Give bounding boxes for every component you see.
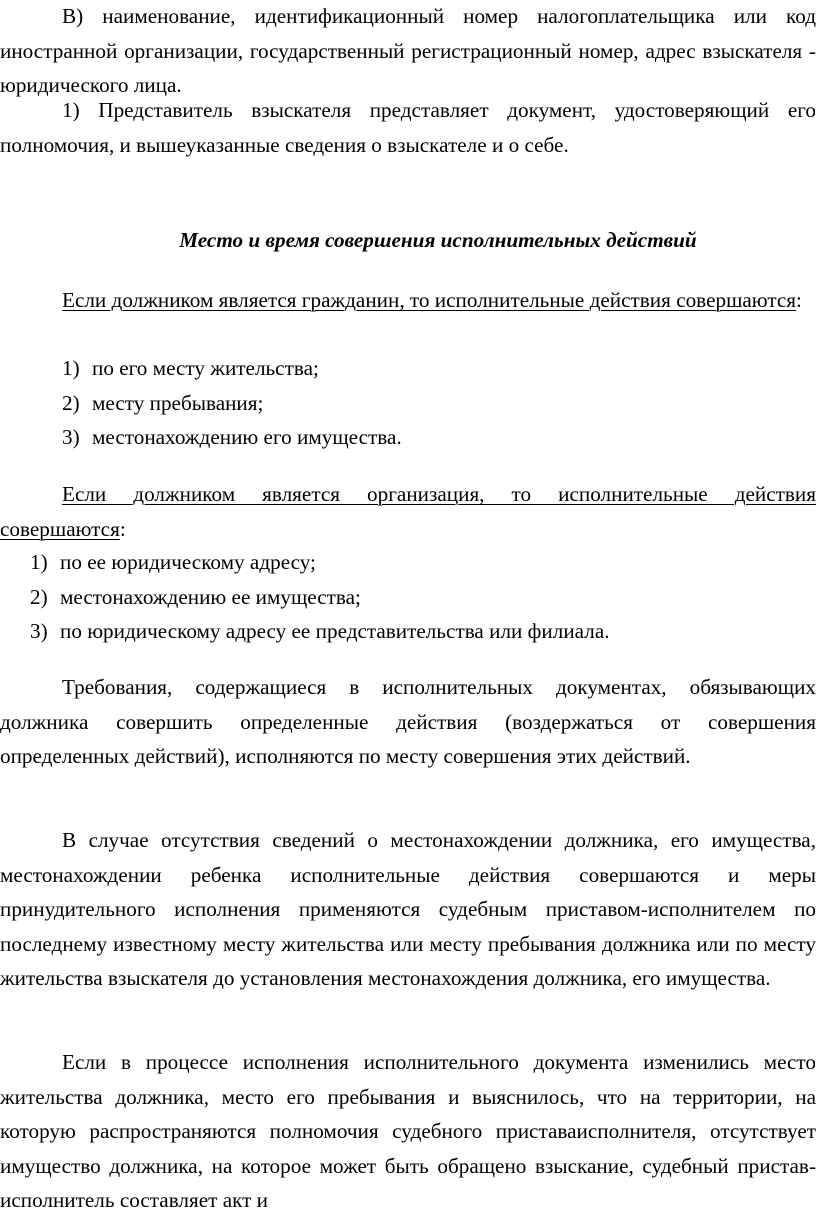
list-item-text: месту пребывания;: [92, 390, 264, 415]
list-item: [30, 580, 816, 615]
paragraph-collector-details: [0, 0, 816, 103]
list-item: [62, 386, 816, 421]
list-item: [62, 420, 816, 455]
list-number: 3): [62, 425, 80, 449]
list-item-text: по его месту жительства;: [92, 356, 319, 380]
organization-lead: [0, 477, 816, 546]
list-item-text: по ее юридическому адресу;: [60, 550, 316, 574]
list-number: 1): [62, 356, 80, 380]
citizen-list: [0, 351, 816, 455]
section-heading: [0, 223, 816, 258]
list-item: [30, 545, 816, 580]
list-number: 2): [62, 390, 80, 415]
paragraph-text: Требования, содержащиеся в исполнительных документах, обязывающих должника совершить определенные действия (воздержаться от совершения определенных действий), исполняются по месту совершения этих действий.: [0, 675, 816, 768]
organization-section: [0, 477, 816, 546]
paragraph-text: В случае отсутствия сведений о местонахождении должника, его имущества, местонахождении ребенка исполнительные действия совершаются и меры принудительного исполнения применяются судебным приставом-исполнителем по последнему известному месту жительства или месту пребывания должника или по месту жительства взыскателя до установления местонахождения должника, его имущества.: [0, 828, 816, 990]
citizen-lead-text: Если должником является гражданин, то исполнительные действия совершаются: [62, 288, 796, 312]
list-number: 1): [30, 550, 48, 574]
organization-lead-text: Если должником является организация, то исполнительные действия совершаются: [0, 482, 816, 541]
organization-list: [0, 545, 816, 649]
citizen-lead: [0, 283, 816, 318]
colon: :: [796, 288, 802, 312]
list-number: 3): [30, 619, 48, 643]
list-item-text: местонахождению его имущества.: [92, 425, 402, 449]
paragraph-text: Если в процессе исполнения исполнительного документа изменились место жительства должника, место его пребывания и выяснилось, что на территории, на которую распространяются полномочия судебного приставаисполнителя, отсутствует имущество должника, на которое может быть обращено взыскание, судебный пристав-исполнитель составляет акт и: [0, 1050, 816, 1212]
list-number: 2): [30, 584, 48, 609]
list-item-text: по юридическому адресу ее представительства или филиала.: [60, 619, 610, 643]
heading-text: Место и время совершения исполнительных действий: [179, 228, 697, 252]
paragraph-representative: [0, 93, 816, 162]
paragraph-text: В) наименование, идентификационный номер налогоплательщика или код иностранной организации, государственный регистрационный номер, адрес взыскателя - юридического лица.: [0, 4, 816, 97]
paragraph-requirements: [0, 670, 816, 774]
list-item: [62, 351, 816, 386]
list-item-text: местонахождению ее имущества;: [60, 584, 361, 609]
paragraph-text: 1) Представитель взыскателя представляет документ, удостоверяющий его полномочия, и вышеуказанные сведения о взыскателе и о себе.: [0, 98, 816, 157]
colon: :: [119, 516, 126, 541]
citizen-section: [0, 283, 816, 318]
paragraph-change: [0, 1045, 816, 1218]
paragraph-absence: [0, 823, 816, 996]
list-item: [30, 614, 816, 649]
